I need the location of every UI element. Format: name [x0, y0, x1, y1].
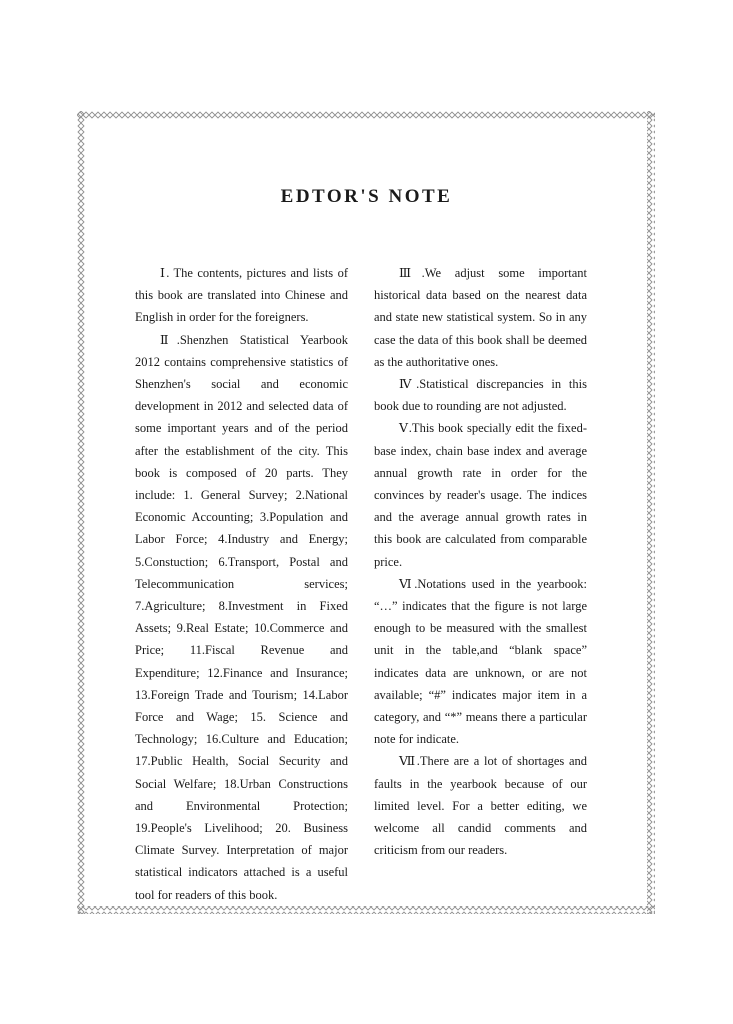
left-text-column — [135, 262, 348, 906]
page-title: EDTOR'S NOTE — [280, 186, 453, 207]
note-paragraph-5: Ⅴ.This book specially edit the fixed-base index, chain base index and average annual growth rate in order for the convinces by reader's usage. The indices and the average annual growth rates in this book are calculated from comparable price. — [374, 421, 587, 569]
note-paragraph-3: Ⅲ.We adjust some important historical data based on the nearest data and state new statistical system. So in any case the data of this book shall be deemed as the authoritative ones. — [374, 266, 587, 369]
right-text-column — [374, 262, 587, 861]
note-paragraph-2: Ⅱ.Shenzhen Statistical Yearbook 2012 contains comprehensive statistics of Shenzhen's social and economic development in 2012 and selected data of some important years and of the period after the establishment of the city. This book is composed of 20 parts. They include: 1. General Survey; 2.National Economic Accounting; 3.Population and Labor Force; 4.Industry and Energy; 5.Constuction; 6.Transport, Postal and Telecommunication services; 7.Agriculture; 8.Investment in Fixed Assets; 9.Real Estate; 10.Commerce and Price; 11.Fiscal Revenue and Expenditure; 12.Finance and Insurance; 13.Foreign Trade and Tourism; 14.Labor Force and Wage; 15. Science and Technology; 16.Culture and Education; 17.Public Health, Social Security and Social Welfare; 18.Urban Constructions and Environmental Protection; 19.People's Livelihood; 20. Business Climate Survey. Interpretation of major statistical indicators attached is a useful tool for readers of this book. — [135, 332, 348, 902]
note-paragraph-6: Ⅵ.Notations used in the yearbook: “…” indicates that the figure is not large enough to be measured with the smallest unit in the table,and “blank space” indicates data are unknown, or are not available; “#” indicates major item in a category, and “*” means there a particular note for indicate. — [374, 576, 587, 747]
note-paragraph-1: Ⅰ. The contents, pictures and lists of this book are translated into Chinese and English in order for the foreigners. — [135, 266, 348, 325]
note-paragraph-7: Ⅶ.There are a lot of shortages and faults in the yearbook because of our limited level. For a better editing, we welcome all candid comments and criticism from our readers. — [374, 754, 587, 858]
note-paragraph-4: Ⅳ.Statistical discrepancies in this book due to rounding are not adjusted. — [374, 377, 587, 414]
